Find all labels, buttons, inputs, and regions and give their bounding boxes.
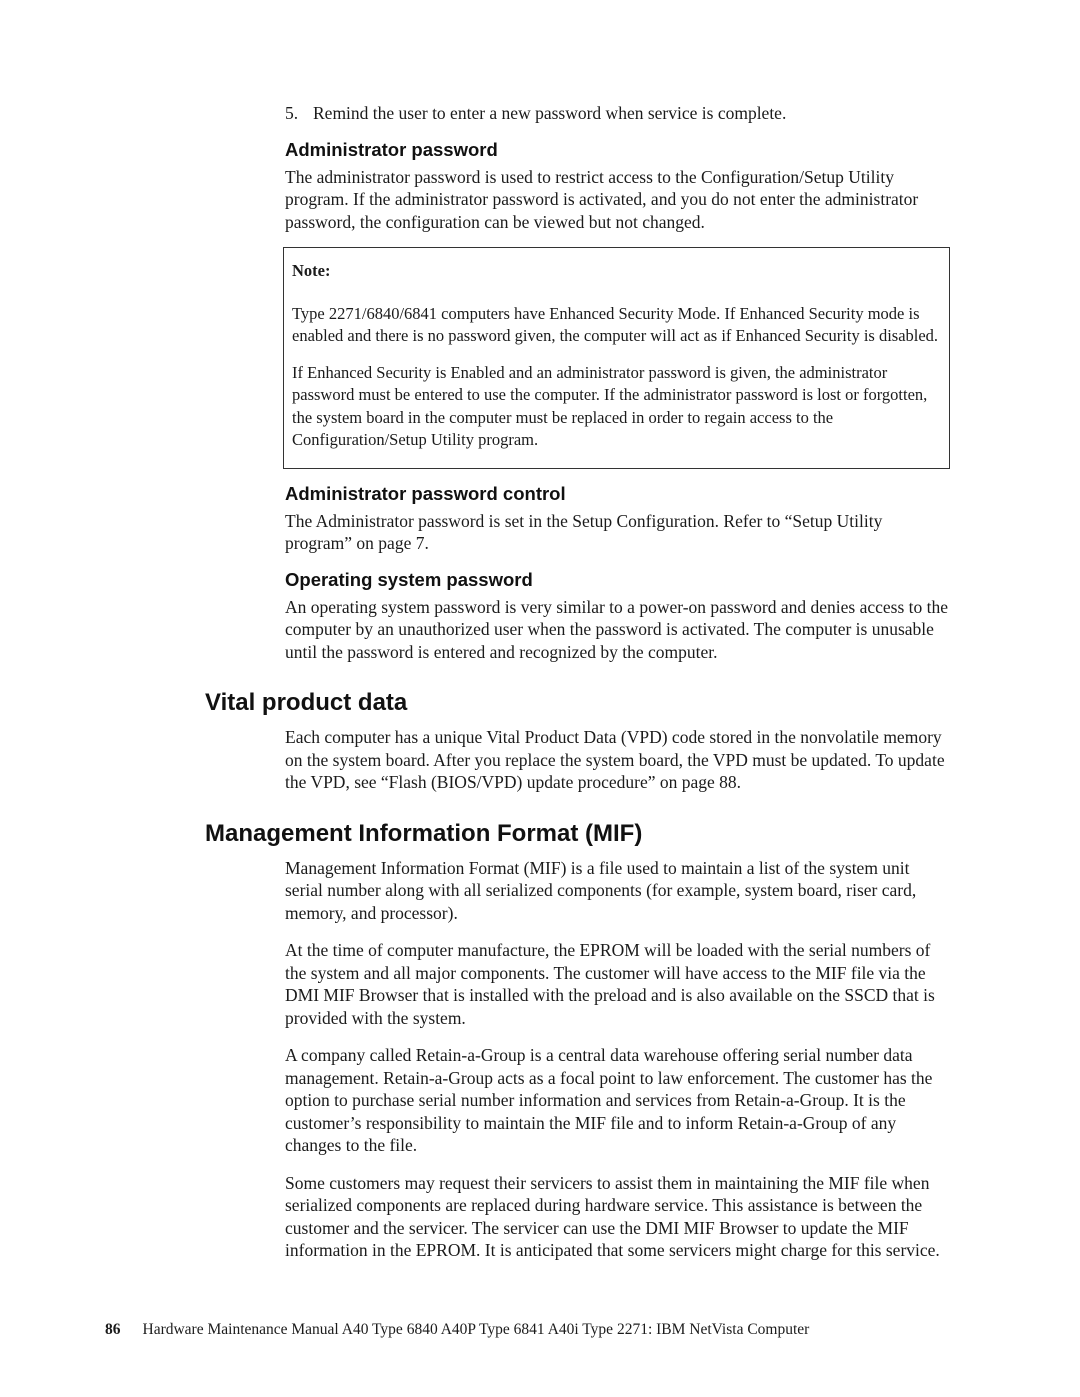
note-label: Note: (292, 261, 331, 280)
heading-administrator-password: Administrator password (285, 138, 498, 160)
mif-paragraph-3: A company called Retain-a-Group is a central data warehouse offering serial number data management. Retain-a-Group acts as a focal point to law enforcement. The customer has the option to purchase serial number information and services from Retain-a-Group. It is the customer’s responsibility to maintain the MIF file and to inform Retain-a-Group of any changes to the file. (285, 1045, 933, 1155)
note-box (283, 247, 950, 469)
step-number: 5. (285, 103, 299, 123)
mif-paragraph-1: Management Information Format (MIF) is a file used to maintain a list of the system unit serial number along with all serialized components (for example, system board, riser card, memory, and processor). (285, 857, 917, 923)
footer-text: Hardware Maintenance Manual A40 Type 6840 A40P Type 6841 A40i Type 2271: IBM NetVista Computer (142, 1321, 810, 1338)
operating-system-password-paragraph: An operating system password is very similar to a power-on password and denies access to the computer by an unauthorized user when the password is activated. The computer is unusable until the password is entered and recognized by the computer. (285, 596, 949, 662)
mif-paragraph-2: At the time of computer manufacture, the EPROM will be loaded with the serial numbers of the system and all major components. The customer will have access to the MIF file via the DMI MIF Browser that is installed with the preload and is also available on the SSCD that is provided with the system. (285, 940, 935, 1028)
note-paragraph-1: Type 2271/6840/6841 computers have Enhanced Security Mode. If Enhanced Security mode is enabled and there is no password given, the computer will act as if Enhanced Security is disabled. (292, 303, 939, 345)
heading-operating-system-password: Operating system password (285, 568, 533, 590)
numbered-step-5 (285, 102, 949, 125)
heading-administrator-password-control: Administrator password control (285, 482, 566, 504)
footer-page-number: 86 (105, 1321, 121, 1338)
administrator-password-control-paragraph: The Administrator password is set in the Setup Configuration. Refer to “Setup Utility program” on page 7. (285, 510, 883, 553)
mif-paragraph-4: Some customers may request their servicers to assist them in maintaining the MIF file when serialized components are replaced during hardware service. This assistance is between the customer and the servicer. The servicer can use the DMI MIF Browser to update the MIF information in the EPROM. It is anticipated that some servicers might charge for this service. (285, 1172, 940, 1260)
administrator-password-paragraph: The administrator password is used to restrict access to the Configuration/Setup Utility program. If the administrator password is activated, and you do not enter the administrator password, the configuration can be viewed but not changed. (285, 166, 919, 232)
page-content (205, 102, 949, 1262)
step-text: Remind the user to enter a new password when service is complete. (313, 103, 787, 123)
heading-mif: Management Information Format (MIF) (205, 819, 643, 847)
vital-product-data-paragraph: Each computer has a unique Vital Product Data (VPD) code stored in the nonvolatile memory on the system board. After you replace the system board, the VPD must be updated. To update the VPD, see “Flash (BIOS/VPD) update procedure” on page 88. (285, 727, 945, 792)
heading-vital-product-data: Vital product data (205, 689, 408, 716)
note-paragraph-2: If Enhanced Security is Enabled and an administrator password is given, the administrator password must be entered to use the computer. If the administrator password is lost or forgotten, the system board in the computer must be replaced in order to regain access to the Configuration/Setup Utility program. (292, 362, 928, 449)
page-footer (105, 1321, 809, 1339)
